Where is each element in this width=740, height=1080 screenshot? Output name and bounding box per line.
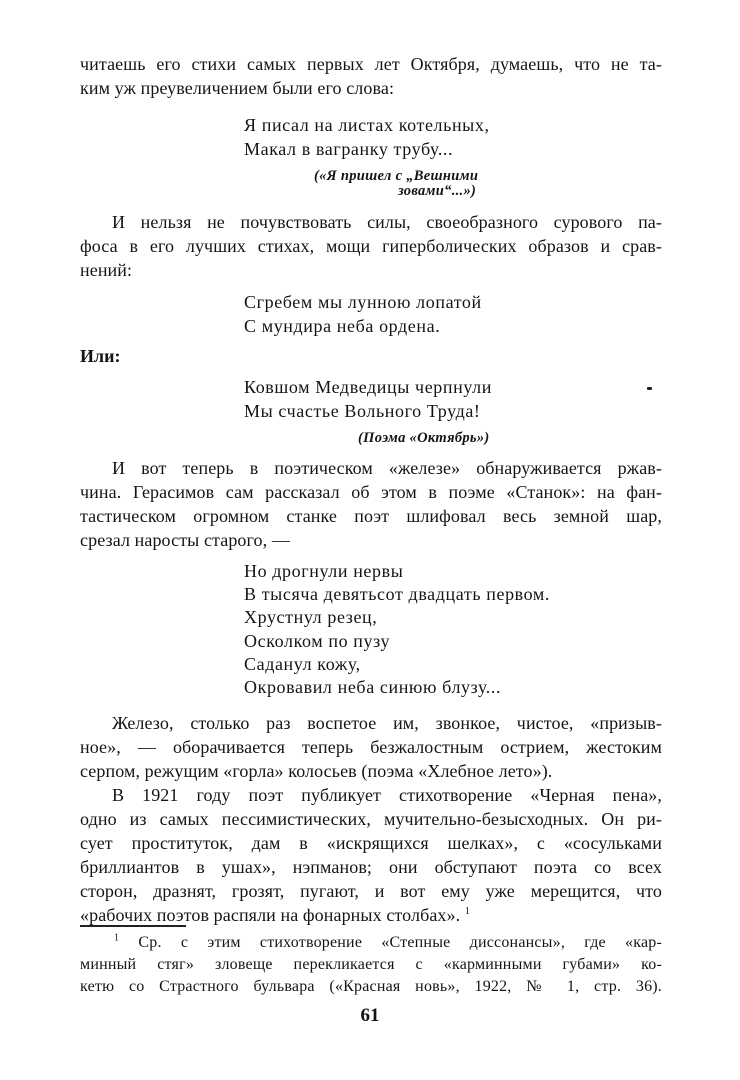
text-line: бриллиантов в ушах», нэпманов; они обступают поэта со всех	[80, 857, 662, 877]
footnote-marker: 1	[114, 932, 120, 944]
verse-line: Окровавил неба синюю блузу...	[244, 677, 502, 698]
text-line: сует проституток, дам в «искрящихся шелках», с «сосульками	[80, 833, 662, 853]
verse-line: Хрустнул резец,	[244, 607, 378, 628]
text-line: нений:	[80, 260, 133, 280]
paragraph-iron	[112, 711, 662, 735]
text-line: срезал наросты старого, —	[80, 530, 290, 550]
verse-line: Осколком по пузу	[244, 630, 391, 651]
verse-line: Саданул кожу,	[244, 653, 361, 674]
footnote-line: кетю со Страстного бульвара («Красная новь», 1922, № 1, стр. 36).	[80, 978, 662, 995]
paragraph-iron-cont	[80, 735, 662, 783]
footnote-ref: 1	[464, 906, 470, 917]
text-line: В 1921 году поэт публикует стихотворение «Черная пена»,	[112, 785, 662, 805]
verse-stanok	[244, 560, 550, 699]
verse-lopatoi	[244, 291, 482, 338]
footnote-line	[80, 932, 662, 954]
text-line: читаешь его стихи самых первых лет Октября, думаешь, что не та-	[80, 54, 662, 74]
paragraph-1921	[112, 783, 662, 807]
text-line: ким уж преувеличением были его слова:	[80, 78, 395, 98]
verse-line: Макал в вагранку трубу...	[244, 138, 454, 159]
footnote-text: Ср. с этим стихотворение «Степные диссонансы», где «кар-	[138, 934, 662, 951]
text-line: фоса в его лучших стихах, мощи гиперболических образов и срав-	[80, 236, 662, 256]
verse-kovshom	[244, 376, 492, 423]
text-line: И нельзя не почувствовать силы, своеобразного сурового па-	[112, 212, 662, 232]
paragraph-rust-cont	[80, 480, 662, 552]
text-line: серпом, режущим «горла» колосьев (поэма «Хлебное лето»).	[80, 761, 553, 781]
footnote-line: минный стяг» зловеще перекликается с «карминными губами» ко-	[80, 956, 662, 973]
verse-kotelnyh	[244, 114, 490, 161]
paragraph-rust	[112, 456, 662, 480]
text-line: сторон, дразнят, грозят, пугают, и вот ему уже мерещится, что	[80, 881, 662, 901]
verse-line: Я писал на листах котельных,	[244, 115, 490, 135]
ili-label: Или:	[80, 346, 121, 366]
verse-line: Мы счастье Вольного Труда!	[244, 400, 481, 421]
text-line: чина. Герасимов сам рассказал об этом в поэме «Станок»: на фан-	[80, 482, 662, 502]
citation-veshnimi-line1: («Я пришел с „Вешними	[314, 168, 479, 184]
paragraph-power	[80, 210, 662, 234]
text-line: одно из самых пессимистических, мучительно-безысходных. Он ри-	[80, 809, 662, 829]
verse-line: В тысяча девятьсот двадцать первом.	[244, 584, 551, 605]
text-line: Железо, столько раз воспетое им, звонкое, чистое, «призыв-	[112, 713, 662, 733]
text-segment: «рабочих поэтов распяли на фонарных столбах».	[80, 905, 461, 925]
verse-line: Но дрогнули нервы	[244, 561, 404, 581]
footnote-divider	[80, 925, 186, 927]
footnote	[80, 932, 662, 998]
verse-line: Ковшом Медведицы черпнули	[244, 377, 492, 397]
print-speck	[647, 387, 652, 390]
text-line: ное», — оборачивается теперь безжалостным острием, жестоким	[80, 737, 662, 757]
text-line: И вот теперь в поэтическом «железе» обнаруживается ржав-	[112, 458, 662, 478]
paragraph-1921-cont	[80, 807, 662, 927]
paragraph-intro	[80, 52, 662, 100]
text-line: тастическом огромном станке поэт шлифовал весь земной шар,	[80, 506, 662, 526]
citation-oktyabr: (Поэма «Октябрь»)	[358, 430, 490, 446]
page-number: 61	[360, 1005, 380, 1026]
paragraph-power-cont	[80, 234, 662, 282]
verse-line: С мундира неба ордена.	[244, 315, 441, 336]
text-line-with-note	[80, 903, 662, 927]
citation-veshnimi-line2: зовами“...»)	[398, 183, 477, 199]
verse-line: Сгребем мы лунною лопатой	[244, 292, 482, 312]
